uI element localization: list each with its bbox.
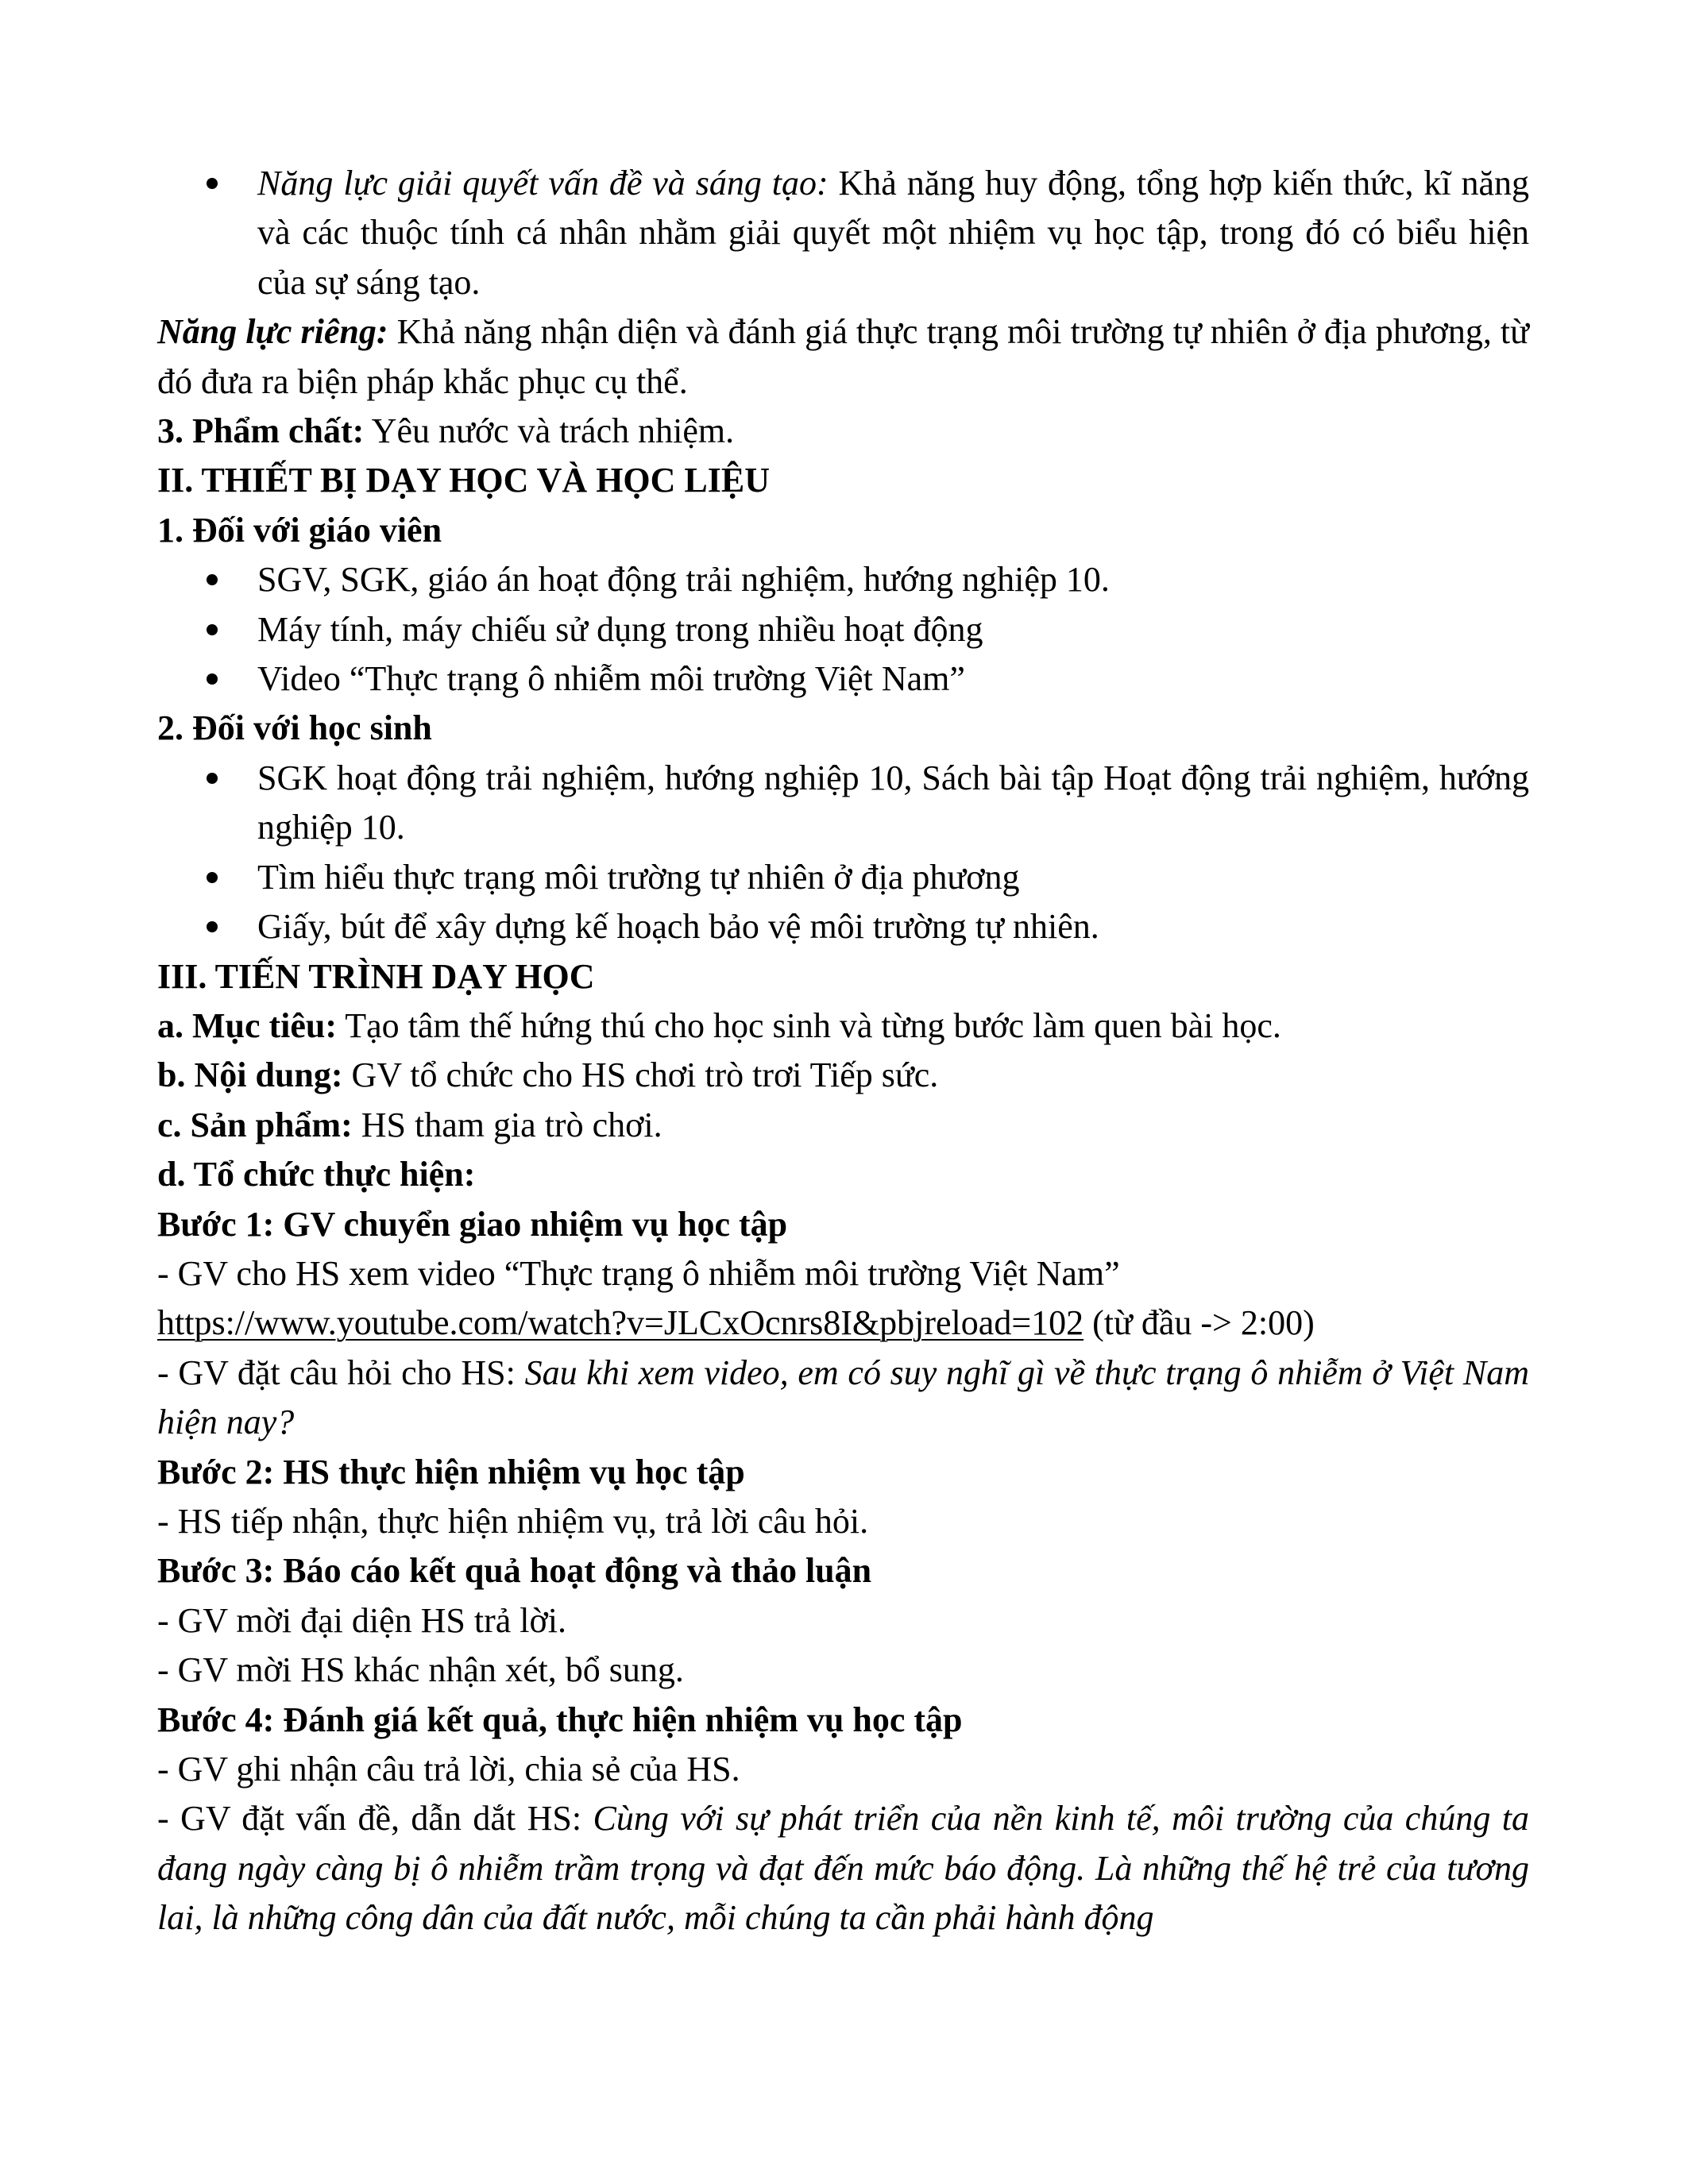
step-3-heading: Bước 3: Báo cáo kết quả hoạt động và thảo luận — [157, 1551, 872, 1591]
content-text: GV tổ chức cho HS chơi trò trơi Tiếp sức. — [342, 1055, 939, 1095]
content — [157, 1051, 1529, 1100]
step-2-line: - HS tiếp nhận, thực hiện nhiệm vụ, trả lời câu hỏi. — [157, 1501, 869, 1541]
step-3-line: - GV mời HS khác nhận xét, bổ sung. — [157, 1650, 684, 1690]
step-4-lead — [157, 1794, 1529, 1943]
list-item: Giấy, bút để xây dựng kế hoạch bảo vệ môi trường tự nhiên. — [157, 902, 1529, 951]
product-text: HS tham gia trò chơi. — [352, 1105, 662, 1144]
objective-label: a. Mục tiêu: — [157, 1005, 338, 1045]
step-1-question — [157, 1349, 1529, 1448]
competency-text: Khả năng huy động, tổng hợp kiến thức, kĩ năng và các thuộc tính cá nhân nhằm giải quyết một nhiệm vụ học tập, trong đó có biểu hiện của sự sáng tạo. — [257, 164, 1529, 302]
step-1-heading: Bước 1: GV chuyển giao nhiệm vụ học tập — [157, 1204, 788, 1244]
objective — [157, 1001, 1529, 1051]
step-3-line: - GV mời đại diện HS trả lời. — [157, 1600, 567, 1640]
teacher-list — [157, 555, 1529, 704]
specific-competency — [157, 307, 1529, 407]
section-2-heading: II. THIẾT BỊ DẠY HỌC VÀ HỌC LIỆU — [157, 461, 771, 500]
content-label: b. Nội dung: — [157, 1055, 343, 1095]
student-list — [157, 754, 1529, 952]
document-page — [157, 159, 1529, 1943]
list-item: SGV, SGK, giáo án hoạt động trải nghiệm, hướng nghiệp 10. — [157, 555, 1529, 604]
specific-competency-text: Khả năng nhận diện và đánh giá thực trạng môi trường tự nhiên ở địa phương, từ đó đưa ra biện pháp khắc phục cụ thể. — [157, 312, 1529, 401]
video-range: (từ đầu -> 2:00) — [1083, 1303, 1315, 1343]
objective-text: Tạo tâm thế hứng thú cho học sinh và từng bước làm quen bài học. — [337, 1005, 1281, 1045]
list-item — [157, 159, 1529, 307]
specific-competency-label: Năng lực riêng: — [157, 312, 388, 352]
step-4-heading: Bước 4: Đánh giá kết quả, thực hiện nhiệm vụ học tập — [157, 1700, 963, 1739]
list-item: Tìm hiểu thực trạng môi trường tự nhiên ở địa phương — [157, 853, 1529, 902]
list-item: Video “Thực trạng ô nhiễm môi trường Việt Nam” — [157, 654, 1529, 704]
step-4-line: - GV ghi nhận câu trả lời, chia sẻ của HS. — [157, 1750, 740, 1788]
lead-text: Cùng với sự phát triển của nền kinh tế, môi trường của chúng ta đang ngày càng bị ô nhiễm trầm trọng và đạt đến mức báo động. Là những thế hệ trẻ của tương lai, là những công dân của đất nước, mỗi chúng ta cần phải hành động — [157, 1799, 1529, 1938]
list-item: Máy tính, máy chiếu sử dụng trong nhiều hoạt động — [157, 605, 1529, 654]
question-text: Sau khi xem video, em có suy nghĩ gì về thực trạng ô nhiễm ở Việt Nam hiện nay? — [157, 1352, 1529, 1442]
video-link[interactable]: https://www.youtube.com/watch?v=JLCxOcnrs8I&pbjreload=102 — [157, 1303, 1084, 1343]
step-1-video-line: - GV cho HS xem video “Thực trạng ô nhiễm môi trường Việt Nam” — [157, 1253, 1120, 1293]
competency-list — [157, 159, 1529, 307]
product-label: c. Sản phẩm: — [157, 1105, 353, 1144]
qualities-text: Yêu nước và trách nhiệm. — [364, 411, 735, 451]
product — [157, 1101, 1529, 1150]
question-prefix: - GV đặt câu hỏi cho HS: — [157, 1352, 525, 1392]
qualities — [157, 407, 1529, 456]
competency-label: Năng lực giải quyết vấn đề và sáng tạo: — [257, 164, 829, 203]
student-heading: 2. Đối với học sinh — [157, 708, 432, 748]
step-2-heading: Bước 2: HS thực hiện nhiệm vụ học tập — [157, 1452, 745, 1491]
list-item: SGK hoạt động trải nghiệm, hướng nghiệp 10, Sách bài tập Hoạt động trải nghiệm, hướng nghiệp 10. — [157, 754, 1529, 853]
qualities-label: 3. Phẩm chất: — [157, 411, 365, 451]
organization-label: d. Tổ chức thực hiện: — [157, 1155, 476, 1194]
section-3-heading: III. TIẾN TRÌNH DẠY HỌC — [157, 956, 595, 996]
lead-prefix: - GV đặt vấn đề, dẫn dắt HS: — [157, 1799, 593, 1839]
step-1-video-link-line — [157, 1298, 1529, 1348]
teacher-heading: 1. Đối với giáo viên — [157, 510, 442, 550]
